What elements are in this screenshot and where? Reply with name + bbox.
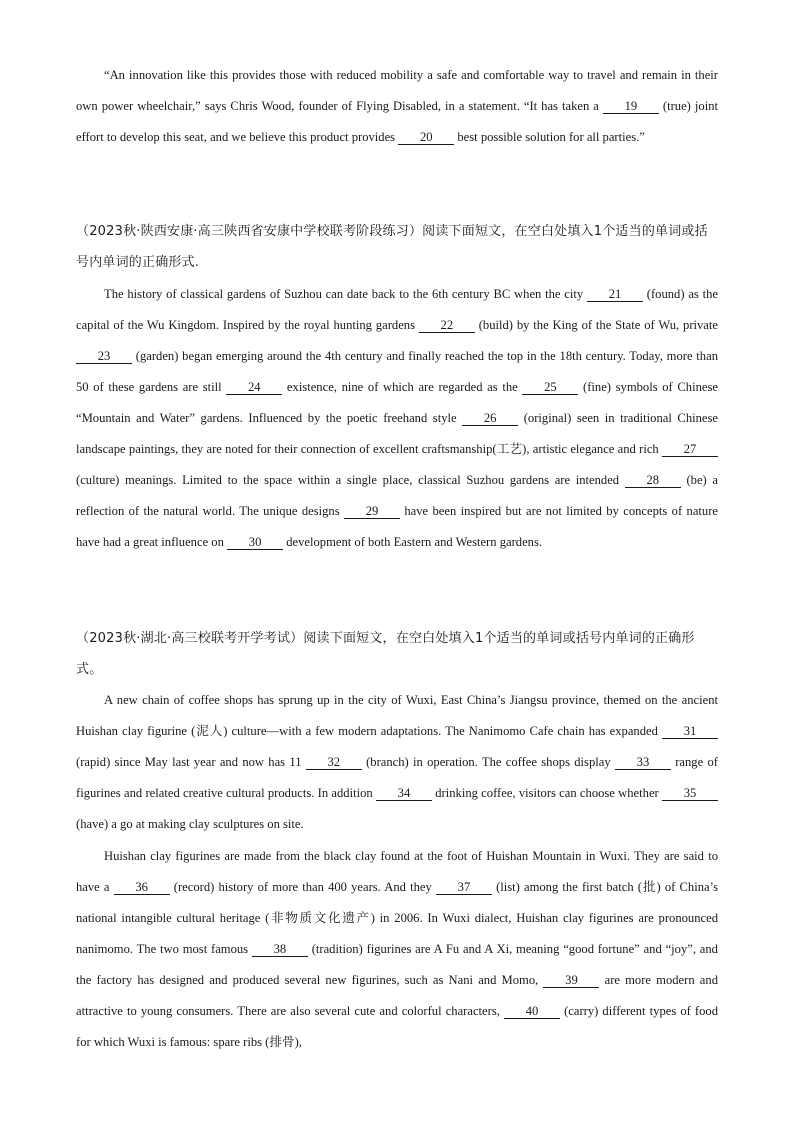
text-run: (fine) symbols of Chinese “Mountain and Water” gardens. Influenced by the poetic freehand style [76, 380, 718, 425]
blank-32: 32 [306, 755, 362, 770]
blank-20: 20 [398, 130, 454, 145]
text-run: (rapid) since May last year and now has 11 [76, 755, 306, 769]
text-run: development of both Eastern and Western gardens. [283, 535, 543, 549]
blank-40: 40 [504, 1004, 560, 1019]
text-run: (branch) in operation. The coffee shops display [361, 755, 615, 769]
blank-24: 24 [226, 380, 282, 395]
blank-35: 35 [662, 786, 718, 801]
blank-39: 39 [543, 973, 599, 988]
blank-21: 21 [587, 287, 643, 302]
blank-34: 34 [376, 786, 432, 801]
text-run: range of figurines and related creative cultural products. In addition [76, 755, 718, 800]
blank-27: 27 [662, 442, 718, 457]
blank-31: 31 [662, 724, 718, 739]
text-run: A new chain of coffee shops has sprung up in the city of Wuxi, East China’s Jiangsu province, themed on the ancient Huishan clay figurine (泥人) culture—with a few modern adaptations. The Nanimomo Cafe chain has expanded [76, 693, 718, 738]
text-run: Huishan clay figurines are made from the black clay found at the foot of Huishan Mountain in Wuxi. They are said to have a [76, 849, 718, 894]
text-run: (found) as the capital of the Wu Kingdom. Inspired by the royal hunting gardens [76, 287, 718, 332]
section3-paragraph-2 [76, 841, 718, 1058]
blank-25: 25 [522, 380, 578, 395]
text-run: (list) among the first batch (批) of China’s national intangible cultural heritage (非物质文化遗产) in 2006. In Wuxi dialect, Huishan clay figurines are pronounced nanimomo. The two most famous [76, 880, 718, 956]
text-run: (culture) meanings. Limited to the space within a single place, classical Suzhou gardens are intended [76, 473, 625, 487]
blank-29: 29 [344, 504, 400, 519]
blank-33: 33 [615, 755, 671, 770]
text-run: (true) joint effort to develop this seat, and we believe this product provides [76, 99, 718, 144]
blank-37: 37 [436, 880, 492, 895]
text-run: are more modern and attractive to young consumers. There are also several cute and colorful characters, [76, 973, 718, 1018]
text-run: (be) a reflection of the natural world. The unique designs [76, 473, 718, 518]
passage1-paragraph [76, 60, 718, 153]
blank-26: 26 [462, 411, 518, 426]
blank-22: 22 [419, 318, 475, 333]
text-run: existence, nine of which are regarded as the [282, 380, 523, 394]
blank-19: 19 [603, 99, 659, 114]
text-run: have been inspired but are not limited by concepts of nature have had a great influence on [76, 504, 718, 549]
section3-paragraph-1 [76, 685, 718, 840]
blank-28: 28 [625, 473, 681, 488]
text-run: (build) by the King of the State of Wu, private [474, 318, 718, 332]
text-run: (original) seen in traditional Chinese landscape paintings, they are noted for their connection of excellent craftsmanship(工艺), artistic elegance and rich [76, 411, 718, 456]
blank-38: 38 [252, 942, 308, 957]
text-run: drinking coffee, visitors can choose whether [431, 786, 662, 800]
text-run: (garden) began emerging around the 4th century and finally reached the top in the 18th century. Today, more than 50 of these gardens are still [76, 349, 718, 394]
blank-30: 30 [227, 535, 283, 550]
blank-36: 36 [114, 880, 170, 895]
text-run: (have) a go at making clay sculptures on site. [76, 817, 304, 831]
text-run: (record) history of more than 400 years. And they [169, 880, 436, 894]
section2-paragraph [76, 279, 718, 558]
section2-heading: （2023秋·陕西安康·高三陕西省安康中学校联考阶段练习）阅读下面短文，在空白处填入1个适当的单词或括号内单词的正确形式. [76, 224, 708, 270]
section3-heading: （2023秋·湖北·高三校联考开学考试）阅读下面短文，在空白处填入1个适当的单词或括号内单词的正确形式。 [76, 631, 695, 677]
text-run: (tradition) figurines are A Fu and A Xi, meaning “good fortune” and “joy”, and the factory has designed and produced several new figurines, such as Nani and Momo, [76, 942, 718, 987]
blank-23: 23 [76, 349, 132, 364]
text-run: The history of classical gardens of Suzhou can date back to the 6th century BC when the city [104, 287, 587, 301]
text-run: “An innovation like this provides those with reduced mobility a safe and comfortable way to travel and remain in their own power wheelchair,” says Chris Wood, founder of Flying Disabled, in a statement. “It has taken a [76, 68, 718, 113]
text-run: (carry) different types of food for which Wuxi is famous: spare ribs (排骨), [76, 1004, 719, 1049]
text-run: best possible solution for all parties.” [454, 130, 645, 144]
